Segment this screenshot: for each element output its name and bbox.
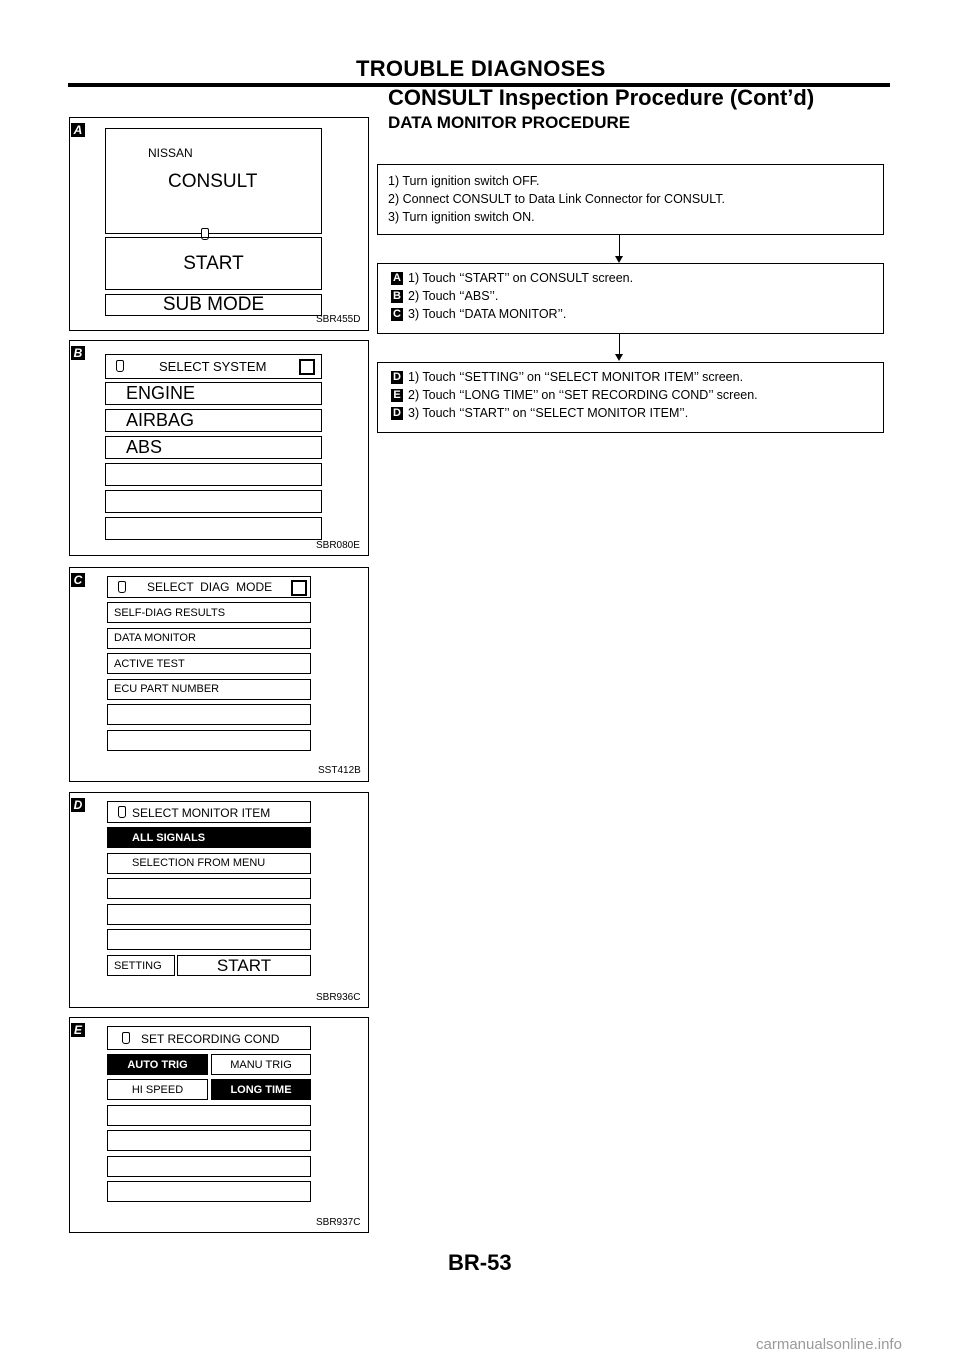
auto-trig-button[interactable]	[107, 1054, 208, 1075]
list-item-label: ABS	[126, 437, 163, 457]
hi-speed-label: HI SPEED	[131, 1083, 184, 1096]
header-label: SET RECORDING COND	[141, 1032, 280, 1046]
figure-code: SBR936C	[316, 992, 361, 1003]
header-label: SELECT MONITOR ITEM	[132, 806, 271, 820]
empty-slot[interactable]	[105, 490, 322, 513]
page-title: TROUBLE DIAGNOSES	[356, 56, 606, 81]
empty-slot[interactable]	[107, 929, 311, 950]
list-item-label: DATA MONITOR	[114, 632, 196, 644]
close-box-icon[interactable]	[299, 359, 315, 375]
flow-connector	[619, 235, 620, 256]
header-label: SELECT SYSTEM	[159, 359, 267, 374]
step-tag: D	[391, 407, 403, 420]
flow-line: 2) Connect CONSULT to Data Link Connector for CONSULT.	[388, 192, 725, 206]
consult-label: CONSULT	[168, 171, 258, 192]
long-time-label: LONG TIME	[230, 1083, 292, 1096]
watermark: carmanualsonline.info	[756, 1336, 902, 1353]
figure-e-tag: E	[71, 1023, 85, 1037]
step-tag: B	[391, 290, 403, 303]
list-item-label: ACTIVE TEST	[114, 657, 185, 670]
select-diag-mode-header	[107, 576, 311, 598]
flow-line: 2) Touch ‘‘LONG TIME’’ on ‘‘SET RECORDING COND’’ screen.	[408, 388, 758, 402]
flow-line: 3) Touch ‘‘DATA MONITOR’’.	[408, 307, 567, 321]
step-tag: A	[391, 272, 403, 285]
figure-c-panel	[69, 567, 369, 782]
empty-slot[interactable]	[107, 704, 311, 725]
auto-trig-label: AUTO TRIG	[127, 1058, 188, 1071]
empty-slot[interactable]	[105, 517, 322, 540]
flow-connector	[619, 334, 620, 354]
figure-e-panel	[69, 1017, 369, 1233]
flow-line: 2) Touch ‘‘ABS’’.	[408, 289, 499, 303]
sub-mode-label: SUB MODE	[162, 294, 265, 315]
long-time-button[interactable]	[211, 1079, 311, 1100]
hand-icon	[118, 806, 126, 818]
hi-speed-button[interactable]	[107, 1079, 208, 1100]
list-item[interactable]	[107, 679, 311, 700]
empty-slot[interactable]	[107, 1181, 311, 1202]
flow-line: 1) Touch ‘‘START’’ on CONSULT screen.	[408, 271, 634, 285]
flow-line: 3) Turn ignition switch ON.	[388, 210, 535, 224]
empty-slot[interactable]	[107, 1156, 311, 1177]
figure-code: SBR455D	[316, 314, 361, 325]
consult-screen	[105, 128, 322, 234]
hand-icon	[118, 581, 126, 593]
list-item[interactable]	[107, 653, 311, 674]
figure-d-panel	[69, 792, 369, 1008]
arrow-down-icon	[615, 354, 623, 361]
setting-button[interactable]	[107, 955, 175, 976]
list-item-label: ENGINE	[126, 383, 196, 403]
list-item-label: SELECTION FROM MENU	[132, 857, 266, 869]
figure-code: SST412B	[318, 765, 361, 776]
empty-slot[interactable]	[107, 1105, 311, 1126]
nissan-label: NISSAN	[148, 146, 193, 160]
list-item[interactable]	[105, 382, 322, 405]
figure-b-panel	[69, 340, 369, 556]
manu-trig-button[interactable]	[211, 1054, 311, 1075]
set-recording-cond-header	[107, 1026, 311, 1050]
arrow-down-icon	[615, 256, 623, 263]
empty-slot[interactable]	[107, 878, 311, 899]
step-tag: D	[391, 371, 403, 384]
figure-d-tag: D	[71, 798, 85, 812]
start-label: START	[216, 955, 272, 975]
list-item[interactable]	[107, 602, 311, 623]
header-label: SELECT DIAG MODE	[147, 580, 273, 594]
list-item-label: AIRBAG	[126, 410, 195, 430]
step-tag: C	[391, 308, 403, 321]
start-button[interactable]	[105, 237, 322, 290]
figure-b-tag: B	[71, 346, 85, 360]
list-item-label: ALL SIGNALS	[132, 831, 206, 844]
list-item[interactable]	[105, 409, 322, 432]
setting-label: SETTING	[114, 959, 162, 972]
sub-mode-button[interactable]	[105, 294, 322, 316]
figure-a-tag: A	[71, 123, 85, 137]
list-item-label: ECU PART NUMBER	[114, 683, 220, 695]
manu-trig-label: MANU TRIG	[230, 1058, 292, 1071]
select-monitor-item-header	[107, 801, 311, 823]
empty-slot[interactable]	[107, 904, 311, 925]
flow-line: 1) Turn ignition switch OFF.	[388, 174, 540, 188]
empty-slot[interactable]	[105, 463, 322, 486]
flow-step-2	[377, 263, 884, 334]
page-number: BR-53	[448, 1250, 512, 1275]
flow-step-3	[377, 362, 884, 433]
empty-slot[interactable]	[107, 1130, 311, 1151]
step-tag: E	[391, 389, 403, 402]
figure-c-tag: C	[71, 573, 85, 587]
select-system-header	[105, 354, 322, 379]
list-item[interactable]	[107, 853, 311, 874]
figure-code: SBR937C	[316, 1217, 361, 1228]
list-item[interactable]	[105, 436, 322, 459]
figure-a-panel	[69, 117, 369, 331]
hand-icon	[116, 360, 124, 372]
page-subtitle: CONSULT Inspection Procedure (Cont’d)	[388, 85, 815, 110]
flow-step-1	[377, 164, 884, 235]
list-item[interactable]	[107, 628, 311, 649]
list-item-label: SELF-DIAG RESULTS	[114, 606, 226, 619]
start-label: START	[183, 252, 244, 274]
close-box-icon[interactable]	[291, 580, 307, 596]
start-button[interactable]	[177, 955, 311, 976]
empty-slot[interactable]	[107, 730, 311, 751]
hand-icon	[122, 1032, 130, 1044]
flow-line: 1) Touch ‘‘SETTING’’ on ‘‘SELECT MONITOR ITEM’’ screen.	[408, 370, 744, 384]
figure-code: SBR080E	[316, 540, 360, 551]
list-item[interactable]	[107, 827, 311, 848]
flow-line: 3) Touch ‘‘START’’ on ‘‘SELECT MONITOR ITEM’’.	[408, 406, 689, 420]
section-title: DATA MONITOR PROCEDURE	[388, 113, 631, 132]
